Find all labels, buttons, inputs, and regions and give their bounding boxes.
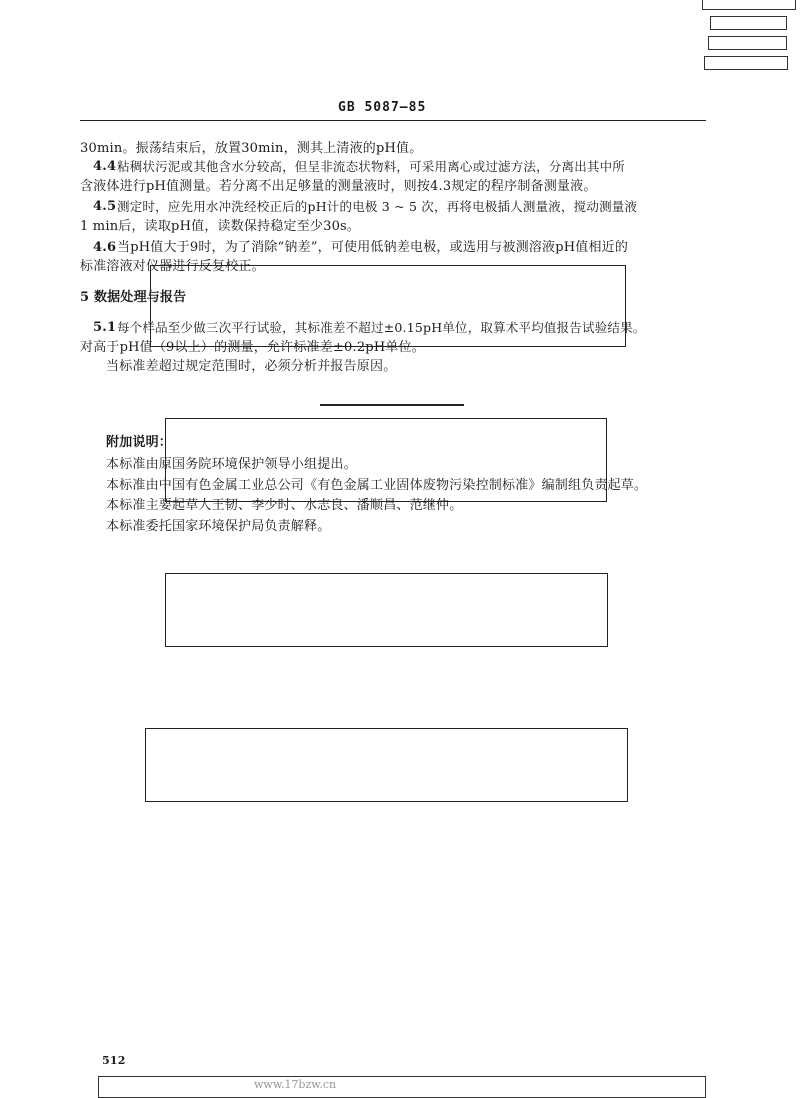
- text-line: 每个样品至少做三次平行试验，其标准差不超过±0.15pH单位，取算术平均值报告试验结果。: [117, 320, 646, 335]
- corner-tab-1: [702, 0, 796, 10]
- footer-strip: [98, 1076, 706, 1098]
- text-line: 测定时，应先用水冲洗经校正后的pH计的电极 3 ~ 5 次，再将电极插人测量液，搅动测量液: [117, 199, 638, 214]
- clause-number: 4.4: [93, 159, 117, 174]
- corner-tab-3: [708, 36, 787, 50]
- text-line: 当标准差超过规定范围时，必须分析并报告原因。: [106, 359, 397, 374]
- appendix-line: 本标准主要起草人王韧、李少时、水志良、潘顺昌、范继仲。: [106, 498, 463, 513]
- clause-number: 4.5: [93, 199, 117, 214]
- page-number: 512: [102, 1054, 126, 1067]
- appendix-line: 本标准由中国有色金属工业总公司《有色金属工业固体废物污染控制标准》编制组负责起草。: [106, 478, 648, 493]
- header-rule: [80, 120, 706, 121]
- text-line: 含液体进行pH值测量。若分离不出足够量的测量液时，则按4.3规定的程序制备测量液。: [80, 179, 597, 194]
- text-line: 30min。振荡结束后，放置30min，测其上清液的pH值。: [80, 141, 423, 156]
- clause-number: 4.6: [93, 240, 117, 255]
- text-line: 粘稠状污泥或其他含水分较高，但呈非流态状物料，可采用离心或过滤方法，分离出其中所: [117, 159, 626, 174]
- text-line: 当pH值大于9时，为了消除“钠差”，可使用低钠差电极，或选用与被测溶液pH值相近的: [117, 240, 629, 255]
- text-line: 标准溶液对仪器进行反复校正。: [80, 259, 265, 274]
- overlay-box: [165, 573, 608, 647]
- section-divider: [320, 404, 464, 406]
- overlay-box: [165, 418, 607, 502]
- section-heading: 5 数据处理与报告: [80, 290, 187, 305]
- appendix-title: 附加说明：: [106, 435, 173, 450]
- corner-tab-2: [710, 16, 787, 30]
- text-line: 对高于pH值（9以上）的测量，允许标准差±0.2pH单位。: [80, 340, 425, 355]
- overlay-box: [150, 265, 626, 347]
- footer-watermark: www.17bzw.cn: [254, 1078, 337, 1091]
- clause-number: 5.1: [93, 320, 117, 335]
- appendix-line: 本标准由原国务院环境保护领导小组提出。: [106, 457, 357, 472]
- text-line: 1 min后，读取pH值，读数保持稳定至少30s。: [80, 219, 361, 234]
- overlay-box: [145, 728, 628, 802]
- corner-tab-4: [704, 56, 788, 70]
- appendix-line: 本标准委托国家环境保护局负责解释。: [106, 519, 331, 534]
- standard-number: GB 5087—85: [338, 100, 427, 115]
